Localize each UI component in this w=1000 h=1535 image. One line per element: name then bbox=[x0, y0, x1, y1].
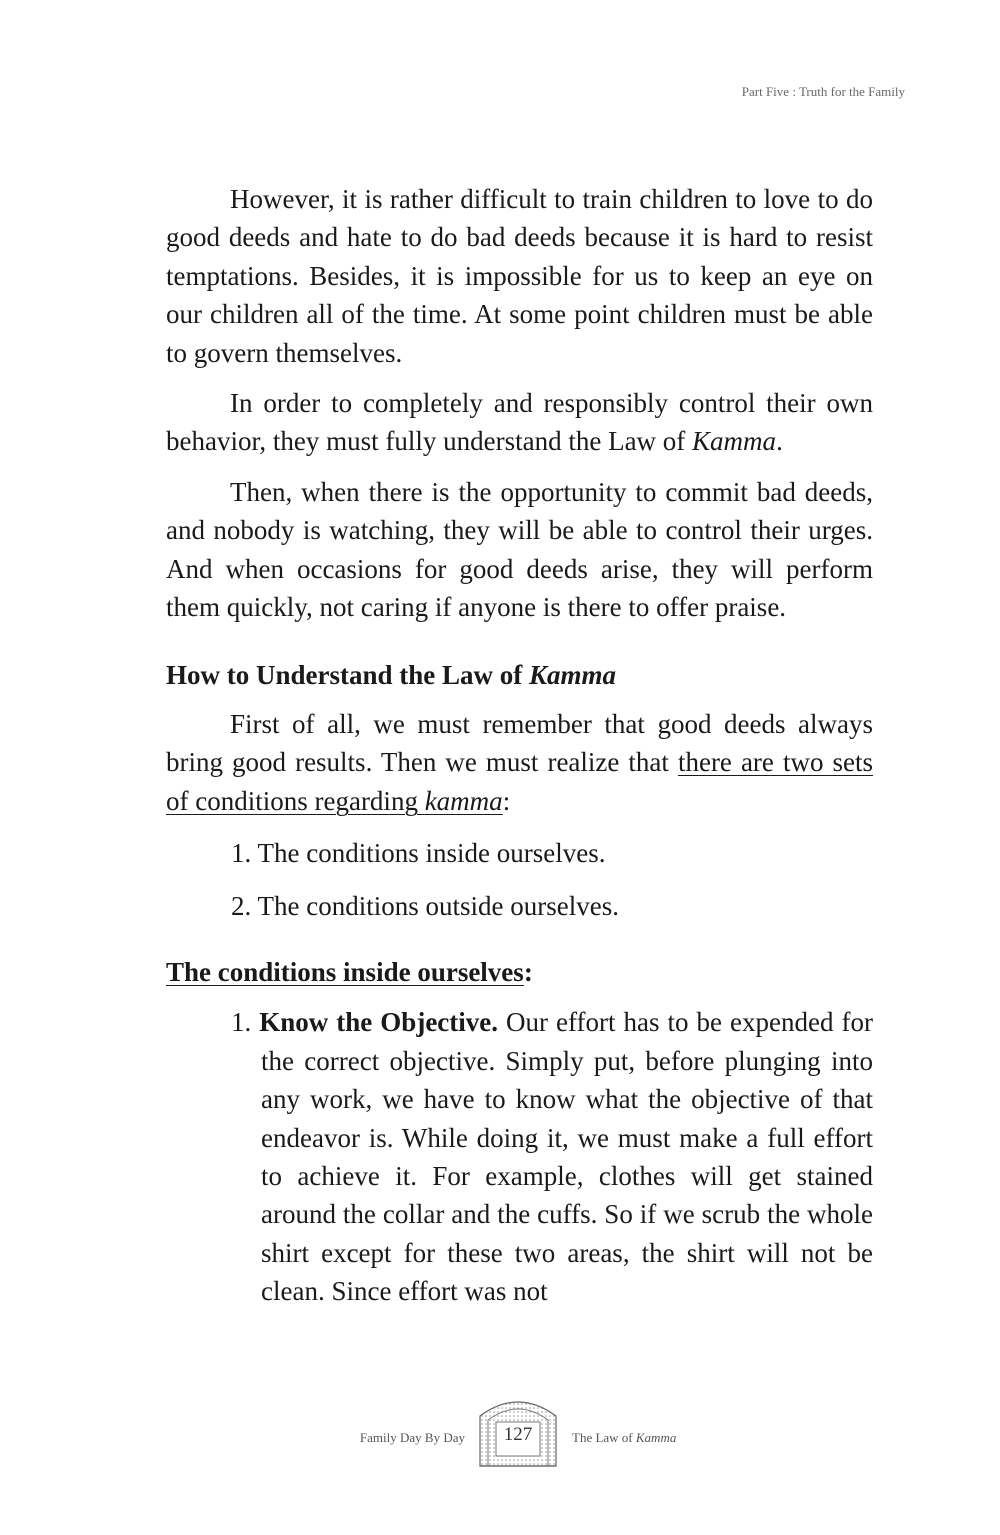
running-head: Part Five : Truth for the Family bbox=[741, 84, 905, 99]
list-item bbox=[166, 887, 873, 925]
paragraph-3: Then, when there is the opportunity to commit bad deeds, and nobody is watching, they will be able to control their urges. And when occasions for good deeds arise, they will perform them quickly, not caring if anyone is there to offer praise. bbox=[166, 476, 873, 623]
paragraph-1: However, it is rather difficult to train children to love to do good deeds and hate to do bad deeds because it is hard to resist temptations. Besides, it is impossible for us to keep an eye on our children all of the time. At some point children must be able to govern themselves. bbox=[166, 184, 873, 368]
paragraph-2 bbox=[166, 384, 873, 461]
paragraph-4-underlined-text: there are two sets of conditions regarding bbox=[166, 747, 873, 816]
list-text: The conditions outside ourselves. bbox=[257, 890, 619, 921]
footer-book-title: Family Day By Day bbox=[359, 1430, 465, 1445]
paragraph-4-kamma: kamma bbox=[424, 785, 503, 816]
footer-chapter-title bbox=[572, 1430, 676, 1446]
page-footer bbox=[0, 1390, 1000, 1470]
page-content bbox=[166, 180, 873, 1311]
footer-chapter-kamma: Kamma bbox=[635, 1430, 677, 1445]
page-number: 127 bbox=[503, 1424, 533, 1445]
list-number: 2. bbox=[231, 890, 252, 921]
section-heading-text: How to Understand the Law of bbox=[166, 660, 530, 691]
kamma-term: Kamma bbox=[692, 426, 777, 457]
list-text: The conditions inside ourselves. bbox=[257, 838, 606, 869]
item-number: 1. bbox=[231, 1007, 252, 1038]
paragraph-4-end: : bbox=[502, 785, 511, 816]
section-heading bbox=[166, 656, 873, 694]
paragraph-2-end: . bbox=[776, 426, 783, 457]
paragraph-4-text: First of all, we must remember that good deeds always bring good results. Then we must realize that bbox=[166, 708, 873, 778]
sub-heading-text: The conditions inside ourselves bbox=[166, 956, 524, 987]
list-number: 1. bbox=[231, 838, 252, 869]
section-heading-kamma: Kamma bbox=[529, 660, 617, 691]
list-item bbox=[166, 834, 873, 872]
sub-heading-colon: : bbox=[523, 956, 533, 987]
paragraph-4 bbox=[166, 705, 873, 820]
footer-chapter-text: The Law of bbox=[572, 1430, 636, 1445]
item-text: Our effort has to be expended for the correct objective. Simply put, before plunging into any work, we have to know what the objective of that endeavor is. While doing it, we must make a full effort to achieve it. For example, clothes will get stained around the collar and the cuffs. So if we scrub the whole shirt except for these two areas, the shirt will not be clean. Since effort was not bbox=[261, 1007, 873, 1307]
sub-heading bbox=[166, 953, 873, 991]
numbered-item bbox=[166, 1003, 873, 1310]
item-title: Know the Objective. bbox=[259, 1007, 499, 1038]
paragraph-2-text: In order to completely and responsibly control their own behavior, they must fully understand the Law of bbox=[166, 388, 873, 457]
